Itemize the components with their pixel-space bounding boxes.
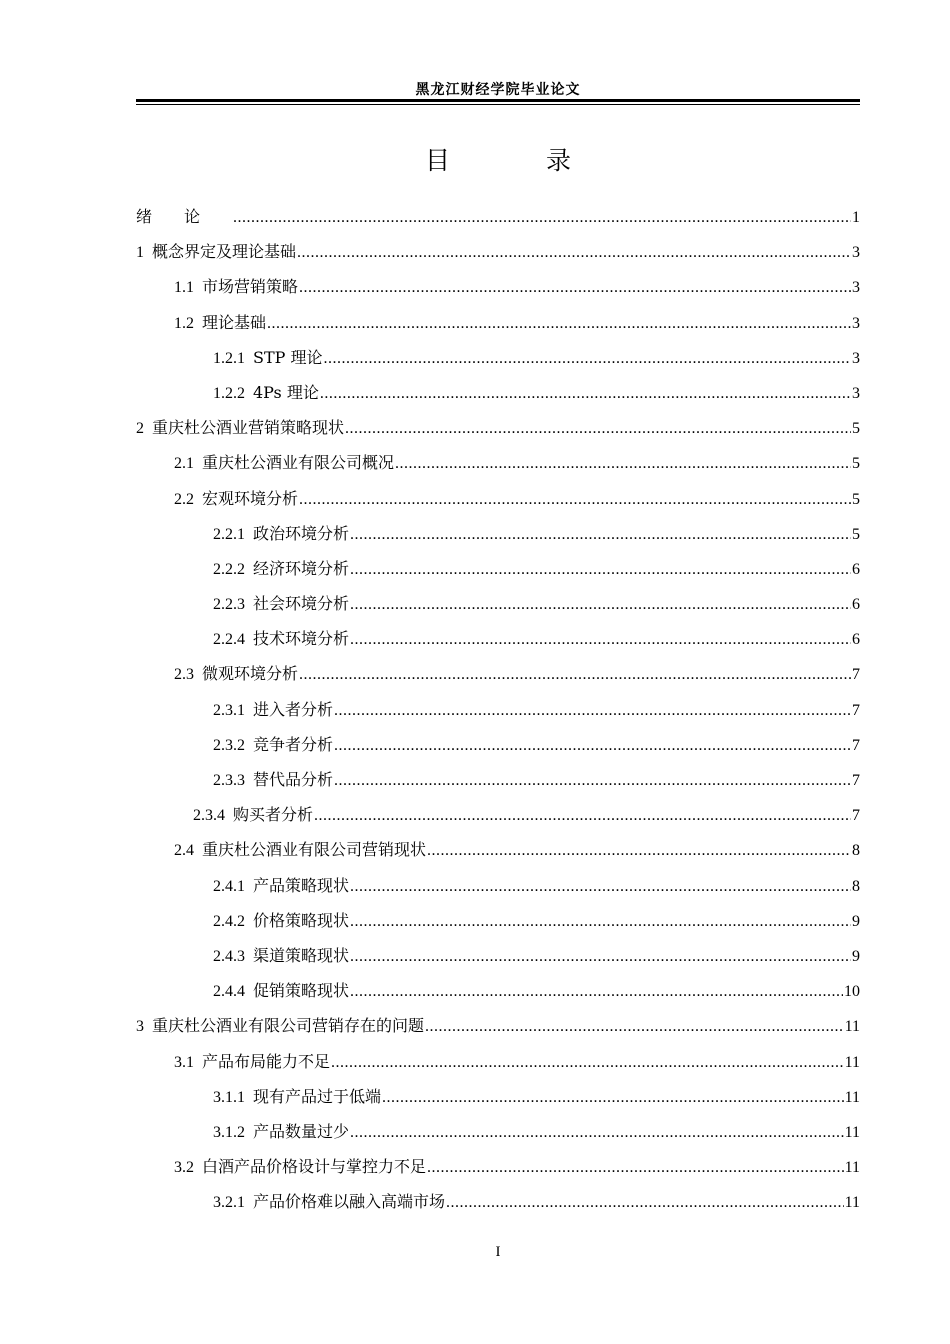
toc-leader-dots [350,552,851,587]
toc-entry-page: 5 [852,455,860,473]
toc-entry-page: 7 [852,666,860,684]
toc-entry-page: 8 [852,842,860,860]
toc-entry[interactable] [136,269,860,304]
toc-entry[interactable] [136,797,860,832]
toc-entry-label: 促销策略现状 [253,981,350,1001]
toc-entry[interactable] [136,340,860,375]
toc-entry-label: 产品数量过少 [253,1121,350,1141]
toc-leader-dots [334,728,851,763]
toc-entry-number: 2.4.4 [213,983,245,1001]
toc-entry-number: 2.3.3 [213,772,245,789]
toc-entry[interactable] [136,1008,860,1043]
toc-entry-label: 替代品分析 [253,770,334,789]
toc-entry-number: 2.2.3 [213,596,245,614]
toc-entry-page: 6 [852,560,860,578]
toc-entry-number: 2.4 [174,842,194,860]
toc-entry-page: 11 [844,1018,860,1036]
toc-entry[interactable] [136,1079,860,1114]
toc-entry[interactable] [136,375,860,410]
toc-entry-label: 社会环境分析 [253,594,350,614]
toc-leader-dots [267,306,851,341]
table-of-contents [136,199,860,1219]
toc-leader-dots [299,482,851,517]
toc-entry-label: 重庆杜公酒业营销策略现状 [152,418,345,438]
toc-entry[interactable] [136,551,860,586]
toc-leader-dots [314,798,851,833]
toc-entry[interactable] [136,1044,860,1079]
toc-entry-number: 3.2 [174,1159,194,1177]
toc-entry-number: 2.2.2 [213,560,245,578]
toc-entry-page: 11 [844,1053,860,1071]
toc-entry-page: 5 [852,490,860,508]
toc-entry-number: 3.2.1 [213,1194,245,1212]
page-number: I [495,1244,501,1260]
toc-entry-page: 3 [852,279,860,297]
toc-entry-number: 2.4.2 [213,912,245,930]
toc-entry[interactable] [136,1149,860,1184]
toc-entry-label: 白酒产品价格设计与掌控力不足 [202,1157,427,1177]
toc-leader-dots [334,693,851,728]
toc-entry-label: 价格策略现状 [253,910,350,930]
toc-entry-page: 3 [852,314,860,332]
toc-entry[interactable] [136,973,860,1008]
toc-entry-page: 5 [852,525,860,543]
toc-entry-page: 6 [852,596,860,614]
toc-leader-dots [350,869,851,904]
toc-entry-number: 1.2.2 [213,384,245,402]
toc-entry-label: 购买者分析 [233,805,314,825]
toc-entry-page: 10 [844,983,860,1001]
toc-entry-page: 7 [852,701,860,719]
toc-entry-label: 政治环境分析 [253,523,350,543]
toc-entry-number: 1.2 [174,314,194,332]
toc-entry-page: 11 [844,1088,860,1106]
header-rule-thin [136,104,860,105]
toc-entry-page: 11 [844,1194,860,1212]
toc-entry-label: 重庆杜公酒业有限公司概况 [202,453,395,473]
running-header: 黑龙江财经学院毕业论文 [415,82,581,98]
toc-leader-dots [395,446,851,481]
page-title: 目 录 [425,146,615,175]
toc-leader-dots [324,341,852,376]
toc-entry-page: 11 [844,1123,860,1141]
toc-leader-dots [233,200,851,235]
toc-entry[interactable] [136,199,860,234]
toc-entry[interactable] [136,868,860,903]
toc-entry-number: 2.2.4 [213,631,245,649]
toc-entry-label: 微观环境分析 [202,664,299,684]
toc-entry-label: 重庆杜公酒业有限公司营销现状 [202,840,427,860]
toc-entry[interactable] [136,410,860,445]
toc-entry-label: 现有产品过于低端 [253,1086,382,1106]
toc-leader-dots [425,1009,844,1044]
toc-leader-dots [350,1115,844,1150]
toc-entry[interactable] [136,586,860,621]
toc-entry-label: 产品策略现状 [253,875,350,895]
toc-entry-page: 3 [852,349,860,367]
toc-entry-page: 7 [852,736,860,754]
toc-entry[interactable] [136,762,860,797]
toc-entry-number: 2.1 [174,455,194,473]
toc-leader-dots [299,270,851,305]
toc-leader-dots [350,974,843,1009]
toc-entry-number: 3.1.1 [213,1088,245,1106]
toc-entry[interactable] [136,832,860,867]
toc-leader-dots [297,235,851,270]
toc-entry-label: 竞争者分析 [253,734,334,754]
toc-entry-label: 经济环境分析 [253,558,350,578]
toc-leader-dots [331,1045,844,1080]
toc-entry-page: 1 [852,209,860,226]
toc-entry-number: 2.4.1 [213,877,245,895]
toc-entry-label: STP 理论 [253,347,323,367]
toc-entry-page: 6 [852,631,860,649]
toc-entry-label: 概念界定及理论基础 [152,242,297,262]
toc-entry-number: 2.3.2 [213,736,245,754]
toc-entry-number: 1.2.1 [213,349,245,367]
toc-entry-label: 重庆杜公酒业有限公司营销存在的问题 [152,1016,425,1036]
toc-entry[interactable] [136,305,860,340]
toc-leader-dots [350,517,851,552]
toc-entry[interactable] [136,656,860,691]
toc-entry[interactable] [136,445,860,480]
toc-entry-page: 8 [852,877,860,895]
toc-entry[interactable] [136,481,860,516]
toc-entry-page: 11 [844,1159,860,1177]
toc-entry[interactable] [136,1184,860,1219]
toc-entry[interactable] [136,234,860,269]
toc-entry-number: 2.3.4 [193,807,225,825]
toc-leader-dots [350,904,851,939]
toc-entry-number: 2.2 [174,490,194,508]
toc-entry-page: 9 [852,947,860,965]
toc-entry-label: 产品布局能力不足 [202,1051,331,1071]
toc-leader-dots [427,1150,844,1185]
toc-entry-label: 渠道策略现状 [253,945,350,965]
toc-entry-number: 1.1 [174,279,194,297]
toc-entry-page: 7 [852,772,860,789]
toc-leader-dots [334,763,851,798]
toc-entry-label: 技术环境分析 [253,629,350,649]
toc-entry-number: 2.3.1 [213,701,245,719]
toc-entry-label: 宏观环境分析 [202,488,299,508]
toc-entry-number: 3 [136,1018,144,1036]
toc-entry[interactable] [136,938,860,973]
toc-leader-dots [350,939,851,974]
toc-leader-dots [427,833,851,868]
header-rule-thick [136,99,860,102]
toc-leader-dots [320,376,851,411]
toc-entry-number: 3.1.2 [213,1123,245,1141]
toc-entry-label: 绪论 [136,207,233,226]
toc-entry-label: 市场营销策略 [202,277,299,297]
toc-leader-dots [299,657,851,692]
toc-leader-dots [446,1185,844,1220]
toc-entry-label: 进入者分析 [253,699,334,719]
toc-entry-page: 9 [852,912,860,930]
toc-entry-label: 理论基础 [202,312,267,332]
toc-entry-number: 2.4.3 [213,947,245,965]
toc-entry-number: 3.1 [174,1053,194,1071]
toc-entry[interactable] [136,903,860,938]
toc-leader-dots [345,411,851,446]
toc-entry-page: 3 [852,244,860,262]
toc-entry[interactable] [136,692,860,727]
toc-entry-number: 1 [136,244,144,262]
toc-entry-number: 2.3 [174,666,194,684]
toc-entry-page: 3 [852,384,860,402]
toc-leader-dots [350,622,851,657]
toc-entry-page: 5 [852,420,860,438]
toc-entry-page: 7 [852,807,860,825]
toc-entry-label: 产品价格难以融入高端市场 [253,1192,446,1212]
toc-entry[interactable] [136,621,860,656]
toc-entry-label: 4Ps 理论 [253,382,319,402]
toc-entry[interactable] [136,516,860,551]
toc-entry[interactable] [136,727,860,762]
toc-entry-number: 2.2.1 [213,525,245,543]
toc-entry[interactable] [136,1114,860,1149]
toc-leader-dots [350,587,851,622]
toc-entry-number: 2 [136,420,144,438]
toc-leader-dots [382,1080,844,1115]
